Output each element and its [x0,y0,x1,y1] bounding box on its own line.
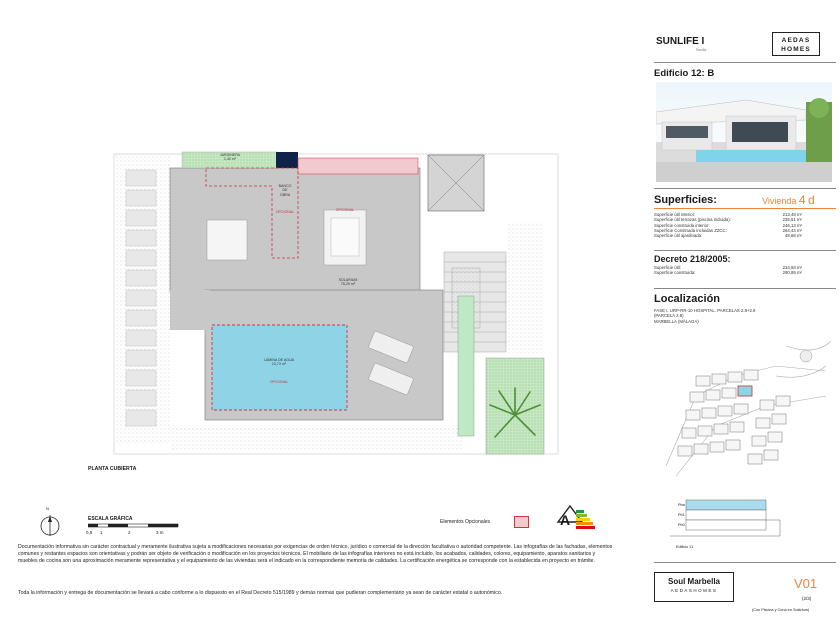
location-line: MARBELLA (MÁLAGA) [654,318,699,324]
section-labels [678,500,685,530]
location-line: FASE I. URP-RR-10 HOSPITAL. PARCELAS 2.8+2.9 [654,308,756,313]
area-label: Superficie construida: [654,270,696,276]
chimney-block [276,152,298,168]
solarium-area: 75,29 m² [340,282,356,287]
stairs [444,252,506,352]
scale-tick: 3 m [156,530,164,535]
disclaimer-legal: Toda la información y entrega de documentación se llevará a cabo conforme a lo dispuesto en el Real Decreto 515/1989 y demás normas que pudieran complementario ya sean de carácter estatal o autonómico. [18,590,503,596]
divider [654,288,836,289]
divider [654,62,836,63]
vivienda-letter: d [808,193,815,207]
gravel-bottom [170,425,462,450]
area-value: 235,51 m² [782,217,802,223]
logo-line-1: Soul Marbella [667,577,720,586]
page-number: (2/3) [802,596,812,601]
section-diagram [668,496,798,546]
north-label: N [46,506,49,511]
water-channel [458,296,474,436]
sheet-number: V01 [794,576,818,591]
area-row [654,233,802,238]
building-title: Edificio 12: B [654,68,715,79]
scale-tick: 2 [128,530,131,535]
vivienda-label: Vivienda [762,196,797,206]
area-row [654,270,802,275]
superficies-list [654,212,802,239]
area-label: Superficie útil: [654,265,681,270]
area-label: Superficie útil interior: [654,212,696,217]
optional-legend-label: Elementos Opcionales [440,519,491,525]
sheet-note: (Con Piscina y Cuna en Solárium) [752,608,810,612]
disclaimer-main: Documentación informativa sin carácter contractual y meramente ilustrativa sujeta a modificaciones necesarias por exigencias de orden técnico, jurídico o comercial de la dirección facultativa o autoridad competente. Las infografías de las fachadas, elementos comunes y restantes espacios son orientativas y podrán ser objeto de verificación o modificación en los proyectos técnicos. El mobiliario de las infografías interiores no está incluido, los acabados, calidades, colores, equipamiento, aparatos sanitarios y muebles de cocina son una aproximación meramente representativa y el equipamiento de las viviendas será el indicado en la correspondiente memoria de calidades. La certificación energética se corresponde con la establecida en proyecto en trámite. [18,544,613,564]
jardinera-area: 1,40 m² [223,157,237,162]
scale-ticks [86,530,186,535]
area-value: 246,13 m² [782,222,802,228]
vivienda-number: 4 [798,193,806,207]
optional-legend-swatch [514,516,529,528]
area-label: Superficie útil ajardinada: [654,233,703,239]
jardinera-label [188,153,272,162]
vivienda-badge [762,193,815,207]
logo-line-2: AEDASHOMES [670,588,718,593]
pool-label [244,358,314,367]
pool-optional-tag: OPCIONAL [269,380,289,384]
soul-marbella-logo [654,572,734,602]
area-value: 290,89 m² [782,270,802,276]
scale-bar [88,523,180,529]
pool-name: LÁMINA DE AGUA [263,358,295,362]
section-caption: Edificio 11 [676,545,694,549]
scale-tick: 0,5 [86,530,93,535]
scale-title: ESCALA GRÁFICA [88,516,133,522]
localizacion-lines [654,308,755,324]
brand-line-1: AEDAS [781,37,811,44]
localizacion-title: Localización [654,293,721,305]
north-arrow-icon [38,512,62,538]
pool-water [212,325,347,410]
area-value: 234,93 m² [782,265,802,270]
accent-divider [654,208,836,209]
energy-letter: A [560,512,571,528]
building-rendering [656,82,832,182]
divider [654,250,836,251]
deck-skylight [207,220,247,260]
banco-optional-tag: OPCIONAL [275,210,295,214]
site-map [656,336,836,486]
area-label: Superficie construida interior: [654,222,710,228]
decreto-title: Decreto 218/2005: [654,254,731,264]
location-line: (PARCELA 2.8) [654,313,684,319]
section-level: Pb1 [678,513,685,517]
superficies-title: Superficies: [654,194,717,206]
solarium-name: SOLARIUM [338,278,358,282]
brand-line-2: HOMES [781,46,811,53]
banco-label: BANCO DE OBRA [278,184,292,197]
area-value: 48,68 m² [785,233,802,239]
divider [654,188,836,189]
table-optional-tag: OPCIONAL [335,208,355,212]
info-panel [648,0,840,630]
section-level: Pba [678,503,685,507]
decreto-list [654,265,802,276]
area-label: Superficie Construida incluidas ZZCC: [654,228,727,234]
pool-area: 13,73 m² [271,362,287,367]
parapet-strip [298,158,418,174]
section-level: Pb0 [678,523,685,527]
jardinera-name: JARDINERA [219,153,241,157]
scale-tick: 1 [100,530,103,535]
aedas-logo [772,32,820,56]
project-subtitle: Sevilla [696,48,707,52]
gravel-right [508,223,544,353]
area-value: 213,48 m² [782,212,802,217]
area-value: 264,44 m² [782,228,802,234]
solarium-label [318,278,378,287]
plan-caption: PLANTA CUBIERTA [88,466,137,472]
project-title: SUNLIFE I [656,36,705,47]
highlighted-unit [738,386,752,396]
divider [654,562,836,563]
area-label: Superficie útil terrazas (piscina incluida): [654,217,731,223]
